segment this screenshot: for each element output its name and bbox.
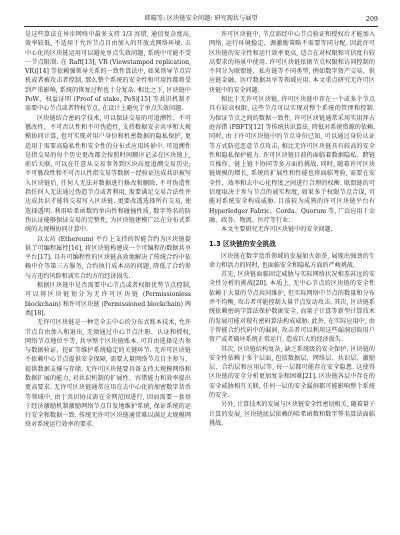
- paragraph: 是这些算法在异步网络中最多支持 1/3 容错, 通信复杂度高, 效率较低, 不适用于允许节点自由加入的开放式网络环境. 去中心化的区块链运用可以避免单点失效问题, 系统中可能不受一节点限制. 在 Raft[13], VR (Viewstamped replication, VR)[14] 等依赖强领导关系的一致性算法中, 如果领导节点宕机或者被攻击者控制, 那么整个系统的安全性和可用性都将受到严重影响, 系统的恢复过程也十分复杂. 相比之下, 区块链中 PoW、权益证明 (Proof of stake, PoS)[15] 等共识机制不需要中心节点或者特权节点, 在设计上避免了单点失效问题.: [25, 31, 191, 113]
- paragraph: 许可区块链中, 节点需经中心节点验证和授权后才能加入网络, 运行环境稳定、源激励策略不需要等同分配. 因此许可区块链的安全性和运行效率更高, 适合在对权限和可信度有较高要求的场景中使用. 许可区块链依据节点权限和访问控制的不同分为联盟链、私有链等不同类型, 例如数字资产交易、供应链金融、医疗数据共享等领域应用. 本文重点研究无许可区块链中的安全问题.: [209, 31, 375, 94]
- paragraph: 区块链在数字货币领域的发展如火如荼, 展现出强劲的生命力和活力的同时, 也面临安全和隐私方面的严峻挑战.: [209, 252, 375, 269]
- paragraph: 本文主要研究无许可区块链中的安全问题.: [221, 226, 333, 234]
- paragraph: 以太坊 (Ethereum) 平台上支持的智能合约为区块链提供了可编程属性[16], 将区块链构建成一个可编程的数据共享平台[17]. 具有可编程性的区块链高效地解决了传统合约中依赖中介等第三方服务, 合约执行成本高的问题, 降低了合约参与方违约风险和诚实合约方的经济损失.: [25, 235, 191, 280]
- paragraph: 相比于无许可区块链, 许可区块链中存在一个或多个节点具有较高权限, 这些节点可以实现对整个系统的管理和控制. 为保证节点之间的数据一致性, 许可区块链通常采用实用拜占庭容错 (PBFT)[12] 等传统共识算法, 降低对系统资源的依赖. 同时, 由于许可区块链中的节点身份已知, 可以通过身份认证等方式防范恶意节点攻击, 相比无许可区块链具有较高的安全性和隐私保护能力. 许可区块链目前仍面临着数据隐私、跨链互操作、链上链下协同等多方面的挑战. 同时, 随着许可区块链规模的增长, 系统的扩展性和性能也将面临考验, 需要在安全性、效率和去中心化程度之间进行合理的权衡. 联盟链的可信度取决于参与节点的诚实程度, 如果多个权限节点合谋, 可能对系统安全构成威胁. 目前较为成熟的许可区块链平台有 Hyperledger Fabric、Corda、Quorum 等, 广泛应用于金融、政务、物流、医疗等行业.: [209, 96, 375, 224]
- running-header-title: 韩璇等: 区块链安全问题: 研究现状与展望: [144, 15, 258, 22]
- paragraph: 区块链结合密码学技术, 可以保证交易的可追溯性、不可篡改性、不可否认性和不可伪造性, 支持数据安全共享和大规模协同计算, 也可实现对用户身份和机密数据的隐私保护, 更适用于需要高隐私性和安全性的分布式应用场景中. 可追溯性是指交易的每个历史更改都会按照时间顺序记录在区块链上, 前后关联, 可以在任意从交易事务到区块高度追溯交易历史; 不可篡改性和不可否认性指交易等数据一经验证达成共识被写入区块链后, 任何人无法对数据进行修改和删除. 不可伪造性指任何人无法通过伪造节点或者利用, 需要满足交易合法性并达成共识才能将交易写入区块链. 更要改透选择所有交易, 使选择透明. 利用哈希函数的单向性和碰撞性质, 数字签名的防伪认证能够保证交易的完整性, 为区块链建模广泛在分布式系统的大规模协同计算中.: [25, 114, 191, 234]
- right-column: [209, 30, 375, 428]
- paragraph: 根据区块链中是否需要中心节点或者权限优势节点控制, 可以将区块链划分为无许可区块链 (Permissionless blockchain) 和许可区块链 (Permissioned blockchain) 两类[18].: [25, 282, 191, 317]
- section-heading: 1.3 区块链的安全挑战: [209, 239, 276, 248]
- running-header: [24, 14, 378, 27]
- paragraph: 首先, 区块链面临固定威胁与实际网络状况相差甚远的安全性分析的挑战[20]. 本质上, 无中心节点的区块链的安全性依赖于大量的节点共同维护, 但实际网络中节点的数量和分布并不均衡, 攻击者可能控制大量节点发动攻击. 其次, 区块链系统依赖密码学算法保护数据安全, 而量子计算等新型计算技术的发展可能对现有密码算法构成威胁. 此外, 在实际应用中, 由于智能合约代码中的漏洞, 攻击者可以利用这些漏洞窃取用户资产或者破坏系统正常运行, 造成巨大的经济损失.: [209, 271, 375, 344]
- paragraph: 无许可区块链是一种完全去中心的分布式账本技术, 允许节点自由加入和退出, 无须通过中心节点注册、认证和授权, 网络节点地位平等, 共享整个区块链账本. 可自由选择是否参与数据验证、挖矿等维护系统稳定的关键环节. 无许可区块链不依赖中心节点提供安全保障, 需要大量网络节点自主参与、提供数据支撑与存储. 无许可区块链要具备支持大规模网络和数据扩展的能力, 对共识机制的扩展性、容错能力和效率提出更高要求. 无许可区块链通常应用在去中心化的加密数字货币等领域中, 由于共识协议需在全网范围进行, 因而需要一套基于经济激励机制激励网络节点自发地维护系统, 保证系统的运行安全和数据一致. 传统无许可区块链通常难以满足大规模网络对系统运行效率的要求.: [25, 319, 191, 429]
- page-number: 209: [365, 15, 378, 23]
- paragraph: 其次, 区块链结构复杂, 缺乏系统级的安全保护. 区块链的安全性依赖于多个层面, 包括数据层、网络层、共识层、激励层、合约层和应用层等, 每一层都可能存在安全隐患. 这使得区块链的安全分析更加复杂和困难[21]. 区块链各层中存在的安全威胁相互关联, 任何一层的安全漏洞都可能影响整个系统的安全.: [209, 345, 375, 399]
- left-column: [25, 30, 191, 430]
- paragraph: 另外, 计算技术的发展与区块链安全性密切相关, 随着量子计算的发展, 区块链底层依赖的哈希函数和数字签名算法面临挑战.: [209, 401, 375, 427]
